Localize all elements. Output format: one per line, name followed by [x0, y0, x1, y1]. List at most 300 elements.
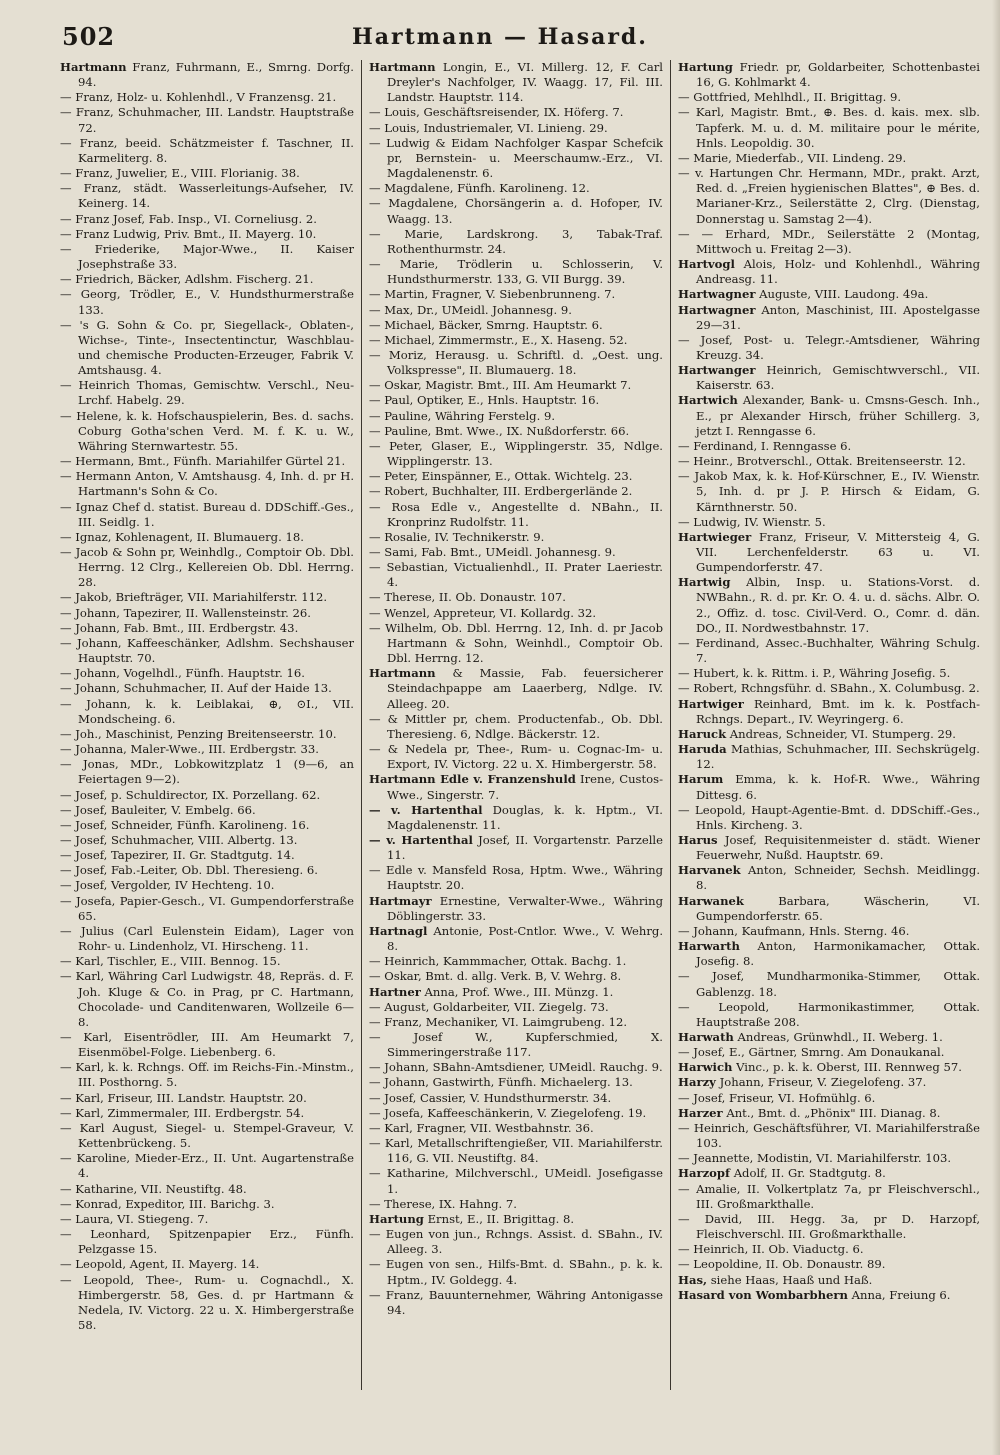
- directory-entry: [60, 636, 354, 666]
- entry-text: — Jacob & Sohn pr, Weinhdlg., Comptoir Ob. Dbl. Herrng. 12 Clrg., Kellereien Ob. Dbl. Herrng. 28.: [60, 545, 354, 590]
- directory-entry: [678, 439, 980, 454]
- entry-text: — Josef, Tapezirer, II. Gr. Stadtgutg. 14.: [60, 848, 295, 863]
- entry-text: — Johann, SBahn-Amtsdiener, UMeidl. Rauchg. 9.: [369, 1060, 663, 1075]
- directory-entry: [369, 1121, 663, 1136]
- entry-text: — Laura, VI. Stiegeng. 7.: [60, 1211, 209, 1226]
- directory-entry: [369, 1060, 663, 1075]
- entry-text: — Ignaz Chef d. statist. Bureau d. DDSchiff.-Ges., III. Seidlg. 1.: [60, 499, 354, 529]
- directory-entry: [369, 1166, 663, 1196]
- directory-entry: [369, 105, 663, 120]
- entry-text: — & Nedela pr, Thee-, Rum- u. Cognac-Im- u. Export, IV. Victorg. 22 u. X. Himbergerstr. 58.: [369, 742, 663, 772]
- entry-text: Anna, Freiung 6.: [851, 1287, 951, 1302]
- entry-surname: Hartmann: [369, 666, 436, 681]
- entry-surname: Hartung: [369, 1211, 424, 1226]
- entry-text: — Jakob Max, k. k. Hof-Kürschner, E., IV. Wienstr. 5, Inh. d. pr J. P. Hirsch & Eidam, G. Kärnthnerstr. 50.: [678, 469, 980, 514]
- directory-entry: [678, 1075, 980, 1090]
- directory-entry: [678, 575, 980, 636]
- directory-entry: [678, 1151, 980, 1166]
- directory-entry: [678, 363, 980, 393]
- entry-text: Anton, Schneider, Sechsh. Meidlingg. 8.: [696, 863, 980, 893]
- entry-surname: — v. Hartenthal: [369, 832, 473, 847]
- entry-text: — Johann, Tapezirer, II. Wallensteinstr. 26.: [60, 605, 311, 620]
- entry-text: — Hermann Anton, V. Amtshausg. 4, Inh. d. pr H. Hartmann's Sohn & Co.: [60, 469, 354, 499]
- entry-text: — Johann, k. k. Leiblakai, ⊕, ⊙I., VII. Mondscheing. 6.: [60, 696, 354, 726]
- directory-entry: [678, 727, 980, 742]
- entry-text: — Leopoldine, II. Ob. Donaustr. 89.: [678, 1257, 886, 1272]
- entry-text: — Franz, Mechaniker, VI. Laimgrubeng. 12.: [369, 1014, 628, 1029]
- directory-entry: [60, 409, 354, 454]
- entry-text: — Peter, Einspänner, E., Ottak. Wichtelg. 23.: [369, 469, 633, 484]
- entry-text: — Katharine, Milchverschl., UMeidl. Josefigasse 1.: [369, 1166, 663, 1196]
- entry-text: — Ludwig & Eidam Nachfolger Kaspar Schefcik pr, Bernstein- u. Meerschaumw.-Erz., VI. Magdalenenstr. 6.: [369, 135, 663, 181]
- directory-entry: [369, 666, 663, 711]
- directory-entry: [369, 318, 663, 333]
- entry-text: — Joh., Maschinist, Penzing Breitenseerstr. 10.: [60, 726, 337, 741]
- directory-entry: [369, 257, 663, 287]
- entry-text: — Karl, Währing Carl Ludwigstr. 48, Repräs. d. F. Joh. Kluge & Co. in Prag, pr C. Hartmann, Chocolade- und Canditenwaren, Wollzeile 6—8.: [60, 969, 354, 1029]
- directory-entry: [678, 1106, 980, 1121]
- entry-text: — Franz, Bauunternehmer, Währing Antonigasse 94.: [369, 1287, 663, 1317]
- entry-text: — Franz, städt. Wasserleitungs-Aufseher, IV. Keinerg. 14.: [60, 181, 354, 211]
- entry-text: — Hubert, k. k. Rittm. i. P., Währing Josefig. 5.: [678, 666, 951, 681]
- directory-entry: [678, 105, 980, 150]
- entry-text: Alois, Holz- und Kohlenhdl., Währing Andreasg. 11.: [696, 257, 980, 287]
- directory-entry: [60, 1106, 354, 1121]
- entry-text: — Sami, Fab. Bmt., UMeidl. Johannesg. 9.: [369, 545, 616, 559]
- directory-entry: [678, 1060, 980, 1075]
- directory-entry: [60, 681, 354, 696]
- directory-entry: [369, 1030, 663, 1060]
- directory-entry: [678, 1166, 980, 1181]
- entry-text: — Johann, Fab. Bmt., III. Erdbergstr. 43.: [60, 620, 299, 635]
- entry-surname: Harus: [678, 832, 718, 847]
- entry-surname: Hartwanger: [678, 363, 756, 378]
- entry-text: — — Erhard, MDr., Seilerstätte 2 (Montag, Mittwoch u. Freitag 2—3).: [678, 226, 980, 256]
- entry-text: Adolf, II. Gr. Stadtgutg. 8.: [733, 1166, 886, 1181]
- entry-text: — Amalie, II. Volkertplatz 7a, pr Fleischverschl., III. Großmarkthalle.: [678, 1181, 980, 1211]
- entry-surname: Haruda: [678, 742, 727, 757]
- entry-text: — & Mittler pr, chem. Productenfab., Ob. Dbl. Theresieng. 6, Ndlge. Bäckerstr. 12.: [369, 711, 663, 741]
- entry-surname: Harwath: [678, 1030, 734, 1044]
- directory-entry: [369, 833, 663, 863]
- entry-text: — Rosa Edle v., Angestellte d. NBahn., II. Kronprinz Rudolfstr. 11.: [369, 499, 663, 529]
- directory-entry: [60, 788, 354, 803]
- directory-entry: [369, 590, 663, 605]
- entry-text: Ernst, E., II. Brigittag. 8.: [427, 1211, 575, 1226]
- entry-surname: Hartwiger: [678, 696, 744, 711]
- directory-entry: [369, 1212, 663, 1227]
- directory-entry: [369, 1197, 663, 1212]
- entry-text: — Friederike, Major-Wwe., II. Kaiser Josephstraße 33.: [60, 241, 354, 272]
- directory-entry: [60, 272, 354, 287]
- running-head: Hartmann — Hasard.: [352, 24, 648, 50]
- entry-surname: Harzopf: [678, 1166, 730, 1181]
- directory-entry: [369, 60, 663, 105]
- directory-entry: [369, 287, 663, 302]
- directory-entry: [60, 621, 354, 636]
- directory-entry: [678, 1273, 980, 1288]
- directory-entry: [60, 1091, 354, 1106]
- entry-text: — Karoline, Mieder-Erz., II. Unt. Augartenstraße 4.: [60, 1151, 354, 1181]
- entry-text: Antonie, Post-Cntlor. Wwe., V. Wehrg. 8.: [387, 923, 663, 954]
- entry-text: — Michael, Bäcker, Smrng. Hauptstr. 6.: [369, 317, 603, 332]
- entry-text: — Michael, Zimmermstr., E., X. Haseng. 52.: [369, 332, 628, 347]
- directory-entry: [369, 712, 663, 742]
- directory-entry: [369, 196, 663, 226]
- entry-text: — Josef, Schneider, Fünfh. Karolineng. 16.: [60, 817, 310, 832]
- directory-entry: [60, 1227, 354, 1257]
- entry-text: — Marie, Trödlerin u. Schlosserin, V. Hundsthurmerstr. 133, G. VII Burgg. 39.: [369, 257, 663, 287]
- entry-text: — Josef, Cassier, V. Hundsthurmerstr. 34.: [369, 1090, 612, 1105]
- directory-entry: [369, 621, 663, 666]
- entry-text: — Leopold, Harmonikastimmer, Ottak. Hauptstraße 208.: [678, 999, 980, 1029]
- entry-surname: Hartwagner: [678, 302, 756, 317]
- directory-entry: [678, 1045, 980, 1060]
- directory-entry: [369, 181, 663, 196]
- directory-entry: [369, 772, 663, 802]
- directory-entry: [369, 1075, 663, 1090]
- entry-surname: Hartwagner: [678, 287, 756, 302]
- entry-text: — Konrad, Expeditor, III. Barichg. 3.: [60, 1196, 275, 1211]
- entry-text: — Jakob, Briefträger, VII. Mariahilferstr. 112.: [60, 590, 328, 605]
- directory-entry: [60, 1121, 354, 1151]
- directory-entry: [678, 303, 980, 333]
- directory-entry: [60, 1212, 354, 1227]
- directory-entry: [60, 469, 354, 499]
- entry-text: & Massie, Fab. feuersicherer Steindachpappe am Laaerberg, Ndlge. IV. Alleeg. 20.: [387, 666, 663, 711]
- entry-surname: Hartmann Edle v. Franzenshuld: [369, 772, 576, 787]
- entry-text: Josef, II. Vorgartenstr. Parzelle 11.: [387, 832, 663, 863]
- column-rule: [670, 60, 671, 1390]
- directory-entry: [678, 666, 980, 681]
- directory-entry: [678, 287, 980, 302]
- entry-surname: Harzy: [678, 1075, 716, 1090]
- entry-text: — Johann, Schuhmacher, II. Auf der Haide 13.: [60, 681, 332, 696]
- entry-text: — David, III. Hegg. 3a, pr D. Harzopf, Fleischverschl. III. Großmarkthalle.: [678, 1211, 980, 1242]
- entry-text: — Oskar, Bmt. d. allg. Verk. B, V. Wehrg. 8.: [369, 969, 622, 984]
- directory-entry: [678, 454, 980, 469]
- entry-text: — Julius (Carl Eulenstein Eidam), Lager von Rohr- u. Lindenholz, VI. Hirscheng. 11.: [60, 923, 354, 954]
- directory-entry: [678, 90, 980, 105]
- directory-entry: [678, 1212, 980, 1242]
- entry-surname: Hartnagl: [369, 923, 428, 938]
- entry-surname: Hartwich: [678, 393, 738, 408]
- entry-text: — 's G. Sohn & Co. pr, Siegellack-, Oblaten-, Wichse-, Tinte-, Insectentinctur, Waschblau- und chemische Producten-Erzeuger, Fabrik V. Amtshausg. 4.: [60, 317, 354, 378]
- entry-text: — Karl, Friseur, III. Landstr. Hauptstr. 20.: [60, 1090, 307, 1105]
- entry-text: — Johanna, Maler-Wwe., III. Erdbergstr. 33.: [60, 742, 319, 757]
- directory-entry: [369, 606, 663, 621]
- directory-entry: [678, 1121, 980, 1151]
- entry-surname: Harum: [678, 772, 724, 787]
- directory-entry: [60, 378, 354, 408]
- entry-text: — August, Goldarbeiter, VII. Ziegelg. 73.: [369, 999, 609, 1014]
- directory-entry: [369, 954, 663, 969]
- entry-text: — Therese, II. Ob. Donaustr. 107.: [369, 590, 566, 605]
- entry-text: — Johann, Kaufmann, Hnls. Sterng. 46.: [678, 923, 910, 938]
- entry-text: Irene, Custos-Wwe., Singerstr. 7.: [387, 772, 663, 802]
- entry-surname: Hartvogl: [678, 257, 735, 272]
- directory-entry: [369, 409, 663, 424]
- directory-entry: [369, 348, 663, 378]
- entry-text: — Josef, E., Gärtner, Smrng. Am Donaukanal.: [678, 1045, 945, 1060]
- page-edge-shadow: [992, 0, 1000, 1455]
- directory-entry: [369, 1227, 663, 1257]
- entry-text: — Heinrich Thomas, Gemischtw. Verschl., Neu-Lrchf. Habelg. 29.: [60, 378, 354, 408]
- entry-text: — Josef, Bauleiter, V. Embelg. 66.: [60, 802, 256, 817]
- entry-text: — Wilhelm, Ob. Dbl. Herrng. 12, Inh. d. pr Jacob Hartmann & Sohn, Weinhdl., Comptoir Ob. Dbl. Herrng. 12.: [369, 620, 663, 666]
- entry-text: — Franz Josef, Fab. Insp., VI. Corneliusg. 2.: [60, 211, 317, 226]
- directory-entry: [60, 742, 354, 757]
- directory-entry: [369, 1288, 663, 1318]
- directory-entry: [60, 1030, 354, 1060]
- entry-text: — Jeannette, Modistin, VI. Mariahilferstr. 103.: [678, 1151, 952, 1166]
- entry-text: Anton, Harmonikamacher, Ottak. Josefig. 8.: [696, 939, 980, 969]
- directory-entry: [369, 500, 663, 530]
- directory-entry: [369, 803, 663, 833]
- entry-text: — Marie, Lardskrong. 3, Tabak-Traf. Rothenthurmstr. 24.: [369, 226, 663, 256]
- entry-text: — Johann, Gastwirth, Fünfh. Michaelerg. 13.: [369, 1075, 633, 1090]
- directory-entry: [60, 287, 354, 317]
- directory-entry: [60, 1197, 354, 1212]
- entry-text: — Johann, Kaffeeschänker, Adlshm. Sechshauser Hauptstr. 70.: [60, 635, 354, 666]
- directory-entry: [60, 666, 354, 681]
- entry-text: Auguste, VIII. Laudong. 49a.: [759, 287, 929, 302]
- entry-surname: Harwanek: [678, 893, 744, 908]
- entry-text: Barbara, Wäscherin, VI. Gumpendorferstr. 65.: [696, 893, 980, 923]
- entry-text: — Josef, Post- u. Telegr.-Amtsdiener, Währing Kreuzg. 34.: [678, 332, 980, 362]
- directory-entry: [678, 681, 980, 696]
- entry-text: — Helene, k. k. Hofschauspielerin, Bes. d. sachs. Coburg Gotha'schen Verd. M. f. K. u. W., Währing Sternwartestr. 55.: [60, 408, 354, 453]
- directory-entry: [678, 742, 980, 772]
- directory-entry: [678, 863, 980, 893]
- directory-entry: [678, 515, 980, 530]
- entry-text: — Franz Ludwig, Priv. Bmt., II. Mayerg. 10.: [60, 226, 317, 241]
- directory-entry: [60, 848, 354, 863]
- entry-text: Josef, Requisitenmeister d. städt. Wiener Feuerwehr, Nußd. Hauptstr. 69.: [696, 832, 980, 863]
- entry-text: — Louis, Industriemaler, VI. Linieng. 29.: [369, 120, 608, 135]
- directory-entry: [678, 151, 980, 166]
- entry-text: — Louis, Geschäftsreisender, IX. Höferg. 7.: [369, 105, 624, 120]
- entry-text: — Ferdinand, I. Renngasse 6.: [678, 438, 852, 453]
- entry-text: — Edle v. Mansfeld Rosa, Hptm. Wwe., Währing Hauptstr. 20.: [369, 863, 663, 893]
- entry-text: — Josefa, Kaffeeschänkerin, V. Ziegelofeng. 19.: [369, 1105, 647, 1120]
- directory-entry: [369, 1257, 663, 1287]
- entry-text: Ant., Bmt. d. „Phönix" III. Dianag. 8.: [726, 1105, 941, 1120]
- entry-text: — Paul, Optiker, E., Hnls. Hauptstr. 16.: [369, 393, 600, 408]
- directory-entry: [678, 939, 980, 969]
- entry-text: — Martin, Fragner, V. Siebenbrunneng. 7.: [369, 287, 616, 302]
- entry-text: — Ferdinand, Assec.-Buchhalter, Währing Schulg. 7.: [678, 635, 980, 666]
- entry-surname: Hasard von Wombarbhern: [678, 1287, 848, 1302]
- entry-text: — Friedrich, Bäcker, Adlshm. Fischerg. 21.: [60, 272, 314, 287]
- directory-entry: [369, 469, 663, 484]
- directory-entry: [678, 60, 980, 90]
- entry-text: — Max, Dr., UMeidl. Johannesg. 9.: [369, 302, 572, 317]
- entry-text: — Karl August, Siegel- u. Stempel-Graveur, V. Kettenbrückeng. 5.: [60, 1120, 354, 1151]
- entry-text: — Ignaz, Kohlenagent, II. Blumauerg. 18.: [60, 529, 304, 544]
- entry-text: — Josef, p. Schuldirector, IX. Porzellang. 62.: [60, 787, 321, 802]
- column-rule: [361, 60, 362, 1390]
- entry-text: — Karl, Metallschriftengießer, VII. Mariahilferstr. 116, G. VII. Neustiftg. 84.: [369, 1136, 663, 1166]
- entry-surname: Hartmann: [369, 60, 436, 74]
- directory-entry: [678, 1091, 980, 1106]
- directory-entry: [369, 1015, 663, 1030]
- directory-entry: [369, 894, 663, 924]
- entry-surname: Haruck: [678, 726, 727, 741]
- entry-surname: Harwich: [678, 1060, 733, 1075]
- entry-text: Emma, k. k. Hof-R. Wwe., Währing Dittesg. 6.: [696, 772, 980, 802]
- entry-text: — Eugen von sen., Hilfs-Bmt. d. SBahn., p. k. k. Hptm., IV. Goldegg. 4.: [369, 1257, 663, 1287]
- page-number: 502: [62, 22, 116, 51]
- directory-entry: [678, 227, 980, 257]
- directory-entry: [369, 121, 663, 136]
- directory-entry: [678, 469, 980, 514]
- entry-text: Franz, Fuhrmann, E., Smrng. Dorfg. 94.: [78, 60, 354, 90]
- directory-entry: [60, 530, 354, 545]
- directory-entry: [369, 424, 663, 439]
- entry-text: Heinrich, Gemischtwverschl., VII. Kaiserstr. 63.: [696, 363, 980, 393]
- entry-text: — Franz, Schuhmacher, III. Landstr. Hauptstraße 72.: [60, 105, 354, 135]
- directory-entry: [60, 166, 354, 181]
- directory-entry: [60, 894, 354, 924]
- directory-entry: [60, 924, 354, 954]
- entry-text: Douglas, k. k. Hptm., VI. Magdalenenstr. 11.: [387, 802, 663, 832]
- entry-text: Anna, Prof. Wwe., III. Münzg. 1.: [424, 984, 614, 999]
- entry-text: Andreas, Schneider, VI. Stumperg. 29.: [729, 726, 956, 741]
- entry-text: — Karl, Fragner, VII. Westbahnstr. 36.: [369, 1120, 594, 1135]
- entry-text: — Heinr., Brotverschl., Ottak. Breitenseerstr. 12.: [678, 454, 966, 469]
- directory-entry: [678, 1257, 980, 1272]
- directory-entry: [678, 530, 980, 575]
- entry-text: — Karl, Tischler, E., VIII. Bennog. 15.: [60, 954, 281, 969]
- directory-entry: [60, 1257, 354, 1272]
- entry-text: — Pauline, Währing Ferstelg. 9.: [369, 408, 556, 423]
- entry-surname: Has,: [678, 1272, 708, 1287]
- directory-entry: [369, 545, 663, 560]
- directory-entry: [369, 742, 663, 772]
- directory-entry: [60, 136, 354, 166]
- column-2: [369, 60, 663, 1390]
- entry-text: — Heinrich, II. Ob. Viaductg. 6.: [678, 1242, 864, 1257]
- directory-entry: [678, 257, 980, 287]
- entry-text: — Rosalie, IV. Technikerstr. 9.: [369, 529, 545, 544]
- entry-text: — Sebastian, Victualienhdl., II. Prater Laeriestr. 4.: [369, 560, 663, 590]
- entry-text: — Oskar, Magistr. Bmt., III. Am Heumarkt 7.: [369, 378, 632, 393]
- entry-text: — Peter, Glaser, E., Wipplingerstr. 35, Ndlge. Wipplingerstr. 13.: [369, 438, 663, 469]
- entry-text: Longin, E., VI. Millerg. 12, F. Carl Dreyler's Nachfolger, IV. Waagg. 17, Fil. III. Landstr. Hauptstr. 114.: [387, 60, 663, 105]
- entry-text: Ernestine, Verwalter-Wwe., Währing Döblingerstr. 33.: [387, 893, 663, 923]
- entry-text: — Katharine, VII. Neustiftg. 48.: [60, 1181, 247, 1196]
- entry-text: — Karl, Zimmermaler, III. Erdbergstr. 54.: [60, 1105, 305, 1120]
- entry-text: Johann, Friseur, V. Ziegelofeng. 37.: [719, 1075, 927, 1090]
- entry-surname: Hartmann: [60, 60, 127, 74]
- entry-text: — Karl, Eisentrödler, III. Am Heumarkt 7, Eisenmöbel-Folge. Liebenberg. 6.: [60, 1030, 354, 1060]
- entry-text: — Georg, Trödler, E., V. Hundsthurmerstraße 133.: [60, 287, 354, 317]
- entry-text: — Magdalene, Chorsängerin a. d. Hofoper, IV. Waagg. 13.: [369, 196, 663, 226]
- directory-entry: [60, 727, 354, 742]
- entry-text: — Josef, Friseur, VI. Hofmühlg. 6.: [678, 1090, 876, 1105]
- directory-entry: [678, 393, 980, 438]
- directory-entry: [678, 924, 980, 939]
- directory-entry: [60, 590, 354, 605]
- entry-text: Alexander, Bank- u. Cmsns-Gesch. Inh., E., pr Alexander Hirsch, früher Schillerg. 3, jetzt I. Renngasse 6.: [696, 393, 980, 438]
- directory-entry: [60, 227, 354, 242]
- directory-entry: [678, 1030, 980, 1045]
- directory-entry: [60, 878, 354, 893]
- entry-text: — Leopold, Agent, II. Mayerg. 14.: [60, 1257, 260, 1272]
- entry-text: — Wenzel, Appreteur, VI. Kollardg. 32.: [369, 605, 597, 620]
- directory-entry: [369, 560, 663, 590]
- directory-entry: [60, 500, 354, 530]
- entry-text: Franz, Friseur, V. Mittersteig 4, G. VII. Lerchenfelderstr. 63 u. VI. Gumpendorferstr. 47.: [696, 529, 980, 575]
- directory-entry: [60, 212, 354, 227]
- entry-text: — Josefa, Papier-Gesch., VI. Gumpendorferstraße 65.: [60, 893, 354, 923]
- directory-entry: [369, 484, 663, 499]
- directory-entry: [60, 90, 354, 105]
- entry-text: — Moriz, Herausg. u. Schriftl. d. „Oest. ung. Volkspresse", II. Blumauerg. 18.: [369, 347, 663, 378]
- entry-text: Anton, Maschinist, III. Apostelgasse 29—31.: [696, 302, 980, 332]
- directory-entry: [369, 1091, 663, 1106]
- directory-entry: [60, 318, 354, 379]
- entry-text: — Pauline, Bmt. Wwe., IX. Nußdorferstr. 66.: [369, 423, 630, 438]
- column-1: [60, 60, 354, 1390]
- entry-text: Reinhard, Bmt. im k. k. Postfach-Rchngs. Depart., IV. Weyringerg. 6.: [696, 696, 980, 726]
- entry-text: — Magdalene, Fünfh. Karolineng. 12.: [369, 181, 590, 196]
- entry-text: — Josef, Schuhmacher, VIII. Albertg. 13.: [60, 832, 298, 847]
- directory-entry: [60, 60, 354, 90]
- directory-entry: [60, 954, 354, 969]
- entry-text: — Marie, Miederfab., VII. Lindeng. 29.: [678, 150, 907, 165]
- column-3: [678, 60, 980, 1390]
- entry-text: — Jonas, MDr., Lobkowitzplatz 1 (9—6, an Feiertagen 9—2).: [60, 757, 354, 787]
- entry-text: — Leopold, Haupt-Agentie-Bmt. d. DDSchiff.-Ges., Hnls. Kircheng. 3.: [678, 802, 980, 832]
- directory-entry: [60, 545, 354, 590]
- entry-text: — Franz, Holz- u. Kohlenhdl., V Franzensg. 21.: [60, 90, 337, 105]
- entry-text: — Karl, Magistr. Bmt., ⊕. Bes. d. kais. mex. slb. Tapferk. M. u. d. M. militaire pour le mérite, Hnls. Leopoldig. 30.: [678, 105, 980, 150]
- entry-surname: Hartwieger: [678, 529, 752, 544]
- directory-entry: [60, 606, 354, 621]
- directory-entry: [678, 333, 980, 363]
- directory-entry: [60, 1182, 354, 1197]
- entry-text: — Gottfried, Mehlhdl., II. Brigittag. 9.: [678, 90, 902, 105]
- entry-surname: — v. Hartenthal: [369, 802, 483, 817]
- directory-entry: [369, 393, 663, 408]
- entry-text: — Eugen von jun., Rchngs. Assist. d. SBahn., IV. Alleeg. 3.: [369, 1227, 663, 1257]
- page-header: [0, 22, 1000, 58]
- directory-entry: [60, 818, 354, 833]
- entry-text: — Josef, Fab.-Leiter, Ob. Dbl. Theresieng. 6.: [60, 863, 318, 878]
- directory-entry: [678, 1000, 980, 1030]
- directory-entry: [369, 378, 663, 393]
- directory-entry: [678, 803, 980, 833]
- entry-text: — Robert, Rchngsführ. d. SBahn., X. Columbusg. 2.: [678, 681, 980, 696]
- entry-text: — Franz, beeid. Schätzmeister f. Taschner, II. Karmeliterg. 8.: [60, 135, 354, 165]
- directory-entry: [60, 1273, 354, 1334]
- directory-entry: [678, 697, 980, 727]
- directory-entry: [60, 697, 354, 727]
- directory-entry: [678, 969, 980, 999]
- entry-surname: Hartwig: [678, 575, 731, 590]
- entry-text: — Heinrich, Geschäftsführer, VI. Mariahilferstraße 103.: [678, 1120, 980, 1151]
- entry-text: — Robert, Buchhalter, III. Erdbergerlände 2.: [369, 484, 633, 499]
- directory-entry: [60, 105, 354, 135]
- directory-entry: [369, 333, 663, 348]
- entry-text: — Josef W., Kupferschmied, X. Simmeringerstraße 117.: [369, 1030, 663, 1060]
- directory-entry: [369, 985, 663, 1000]
- directory-entry: [678, 1182, 980, 1212]
- directory-entry: [369, 1106, 663, 1121]
- entry-text: Andreas, Grünwhdl., II. Weberg. 1.: [737, 1030, 943, 1044]
